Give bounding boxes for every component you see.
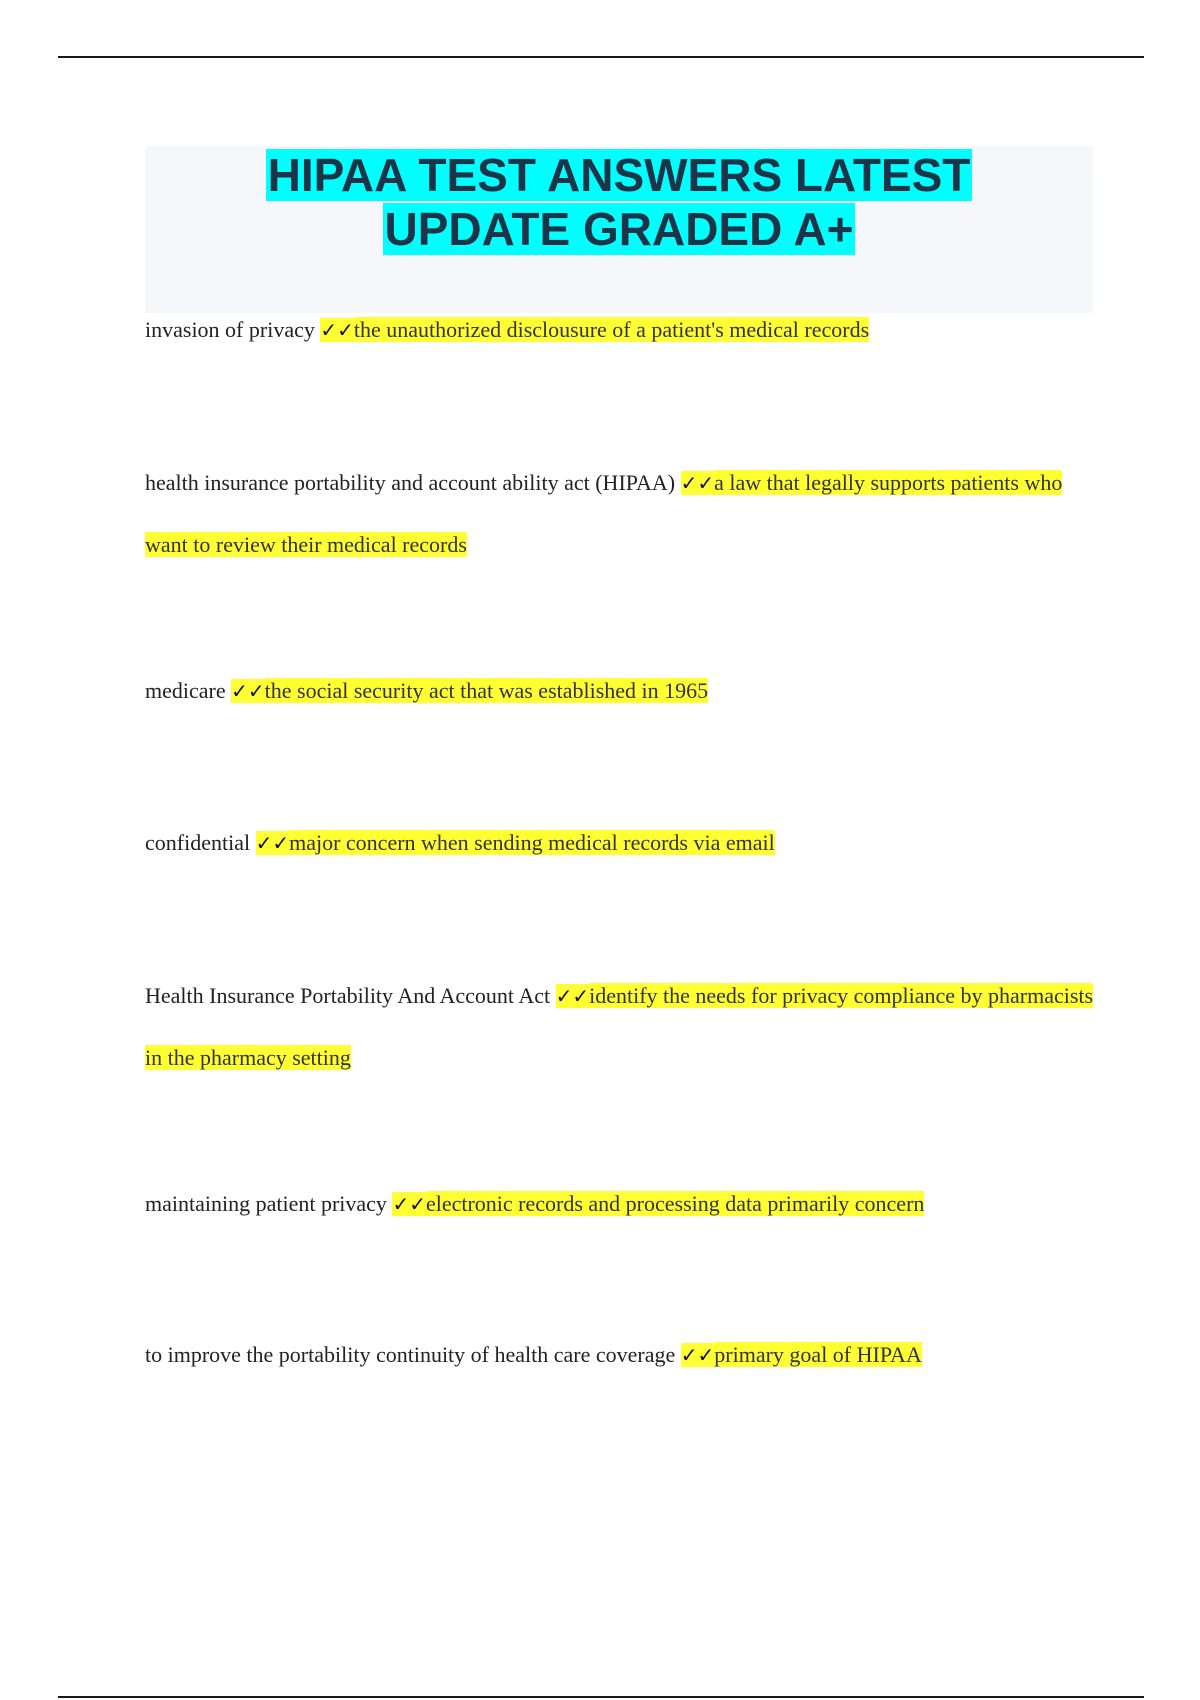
qa-term: to improve the portability continuity of health care coverage (145, 1342, 676, 1367)
qa-answer: the unauthorized disclousure of a patient's medical records (353, 317, 870, 342)
check-icon: ✓✓ (255, 831, 290, 855)
check-icon: ✓✓ (555, 984, 590, 1008)
top-rule (58, 56, 1144, 58)
qa-item (145, 452, 1105, 575)
qa-answer: identify the needs for privacy compliance by pharmacists in the pharmacy setting (145, 983, 1094, 1070)
qa-term: invasion of privacy (145, 317, 315, 342)
title-line-1: HIPAA TEST ANSWERS LATEST (267, 149, 971, 201)
check-icon: ✓✓ (231, 679, 265, 703)
qa-item (145, 1173, 1105, 1235)
check-icon: ✓✓ (392, 1192, 426, 1216)
qa-answer: a law that legally supports patients who want to review their medical records (145, 470, 1063, 557)
qa-item (145, 660, 1105, 722)
qa-answer: primary goal of HIPAA (714, 1342, 922, 1367)
qa-answer: the social security act that was established in 1965 (264, 678, 709, 703)
check-icon: ✓✓ (680, 1343, 715, 1367)
title-banner (145, 146, 1093, 313)
qa-term: Health Insurance Portability And Account Act (145, 983, 551, 1008)
qa-term: medicare (145, 678, 226, 703)
title-line-2: UPDATE GRADED A+ (384, 203, 854, 255)
qa-answer: major concern when sending medical records via email (289, 830, 775, 855)
check-icon: ✓✓ (680, 471, 715, 495)
qa-term: confidential (145, 830, 251, 855)
qa-item (145, 965, 1105, 1088)
qa-item (145, 299, 1105, 361)
qa-term: maintaining patient privacy (145, 1191, 387, 1216)
qa-item (145, 1324, 1105, 1386)
qa-answer: electronic records and processing data primarily concern (425, 1191, 925, 1216)
qa-item (145, 812, 1105, 874)
qa-term: health insurance portability and account ability act (HIPAA) (145, 470, 676, 495)
bottom-rule (58, 1696, 1144, 1698)
page-title (145, 146, 1093, 256)
check-icon: ✓✓ (320, 318, 354, 342)
